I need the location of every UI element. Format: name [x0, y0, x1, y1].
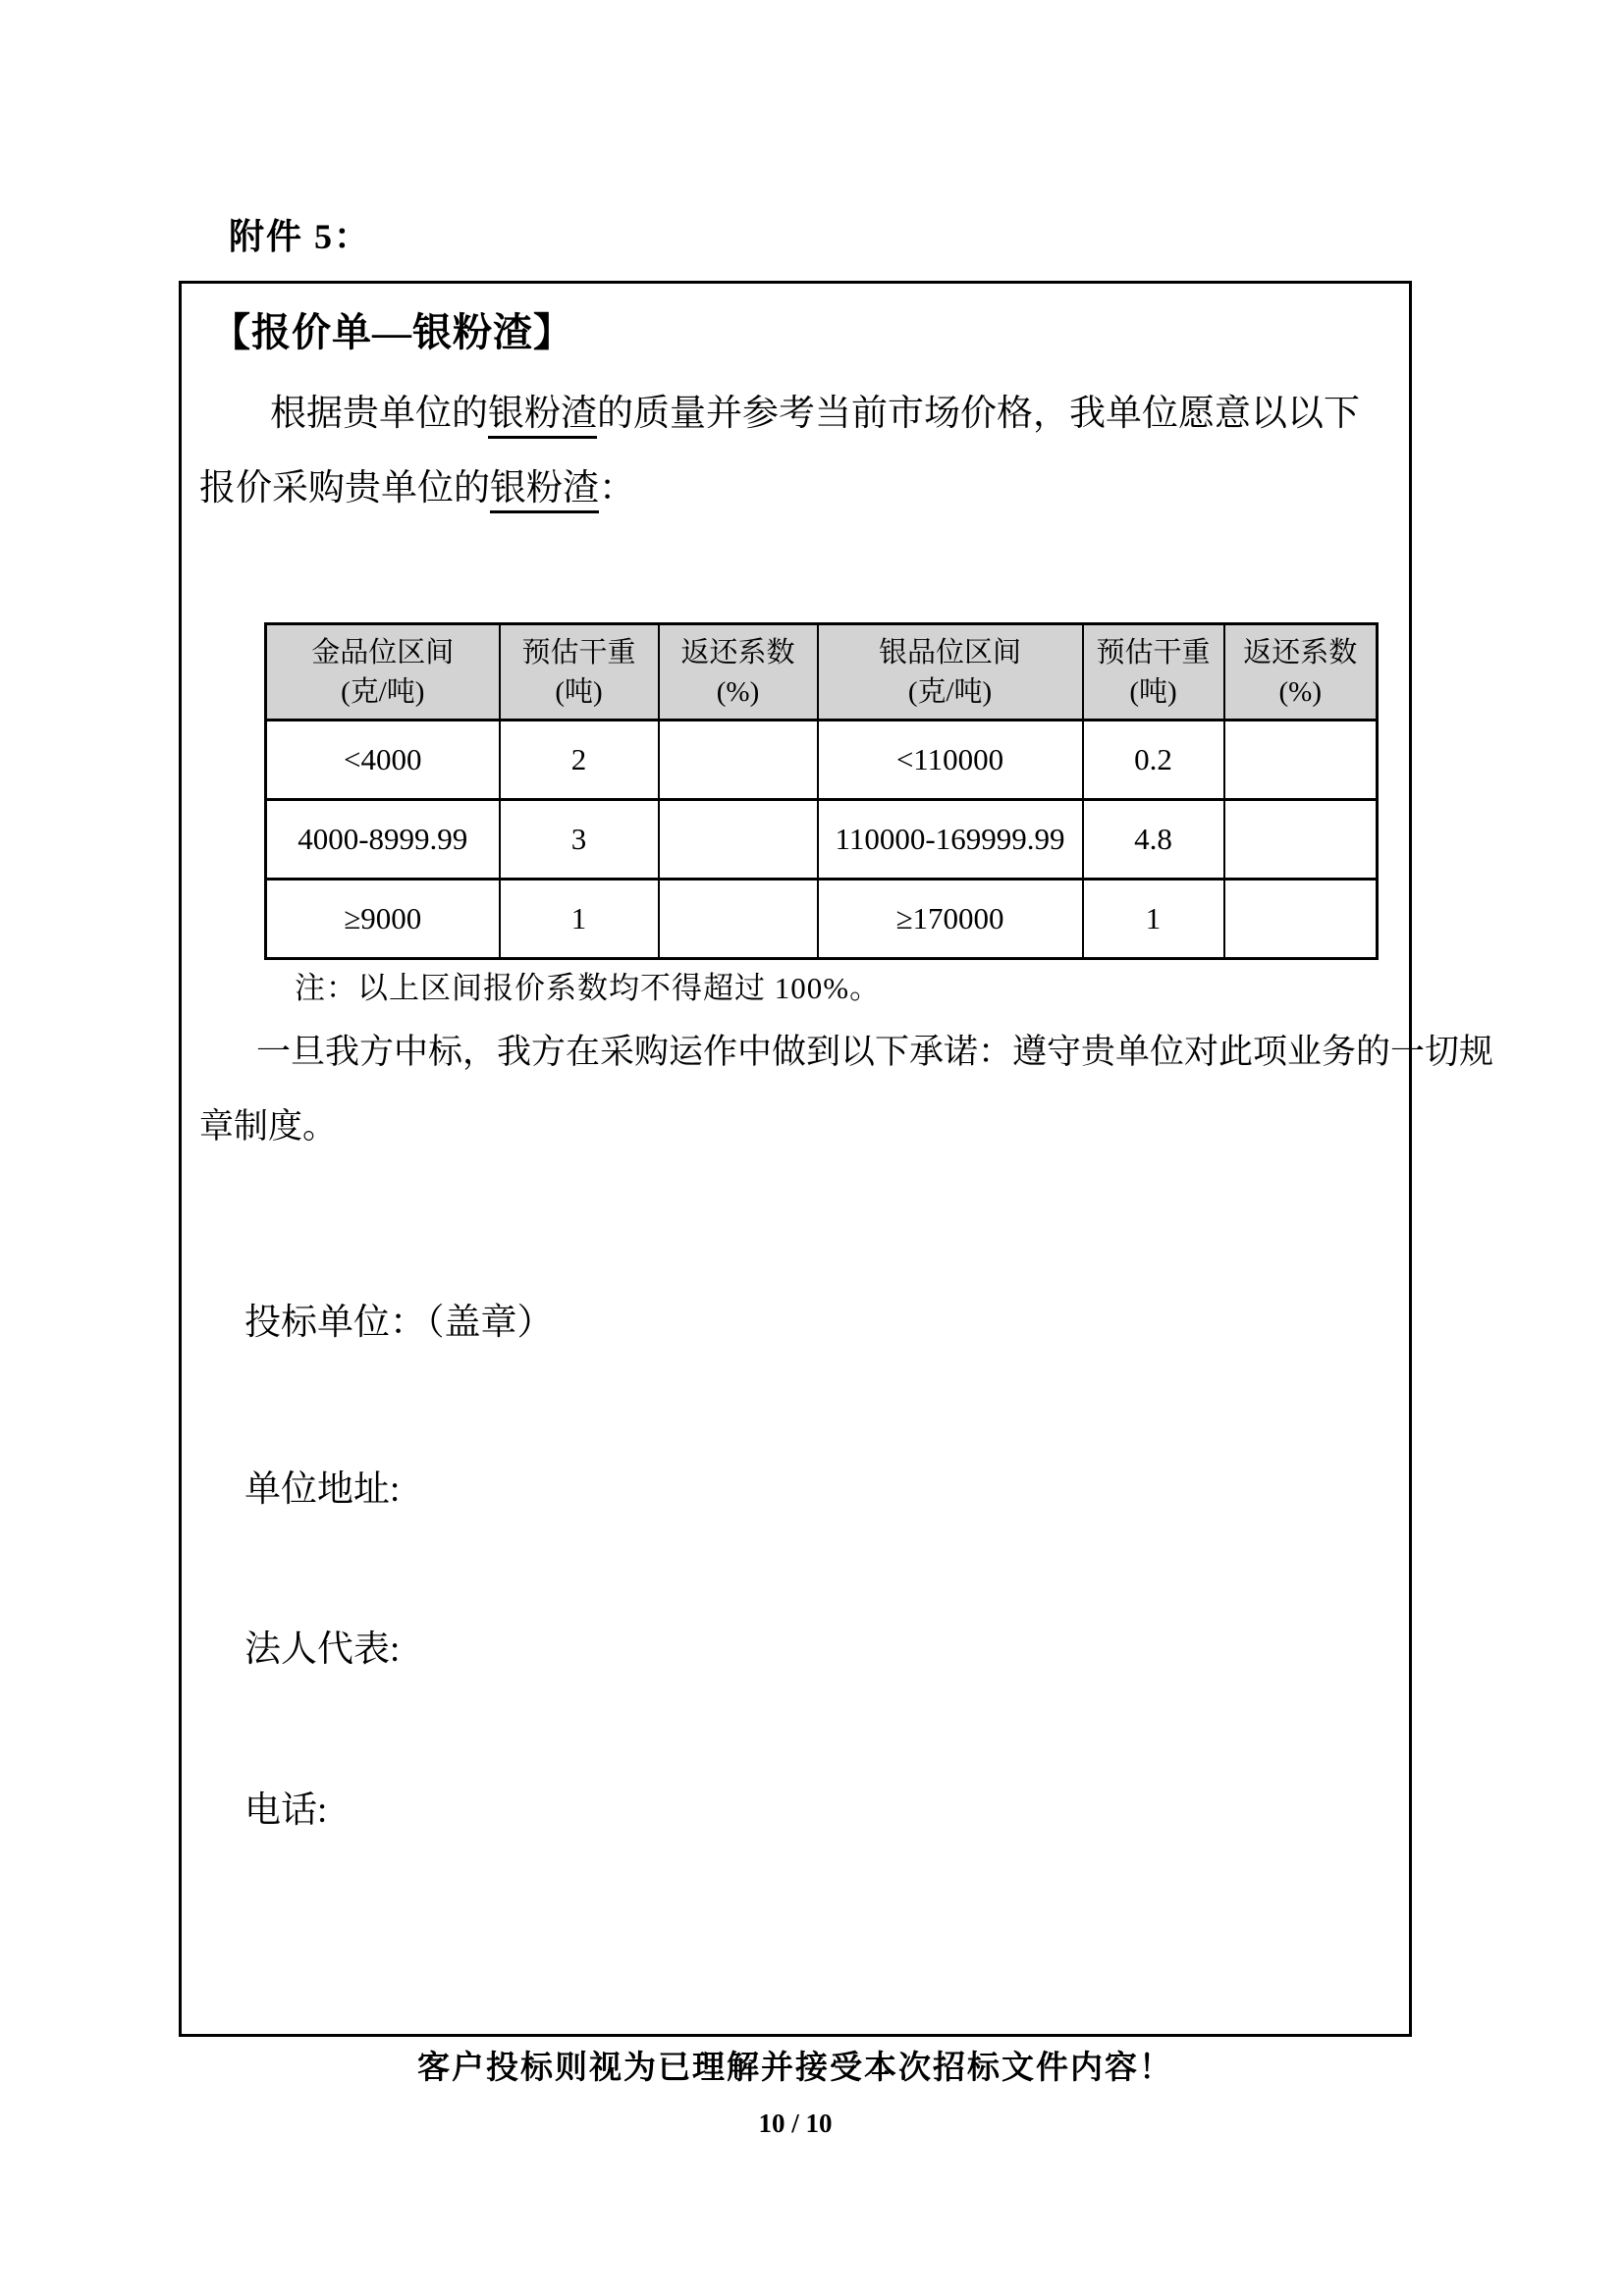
- cell-silver-coeff-blank: [1224, 721, 1378, 800]
- cell-silver-range: ≥170000: [818, 880, 1083, 959]
- header-gold-grade-range: [266, 624, 500, 721]
- commitment-line-2: 章制度。: [199, 1107, 338, 1146]
- cell-silver-weight: 1: [1083, 880, 1224, 959]
- quotation-box: [179, 281, 1494, 2037]
- cell-silver-coeff-blank: [1224, 880, 1378, 959]
- field-unit-address: 单位地址:: [244, 1469, 401, 1510]
- header-silver-grade-range: [818, 624, 1083, 721]
- cell-gold-range: <4000: [266, 721, 500, 800]
- header-text: 银品位区间: [878, 636, 1021, 668]
- attachment-label: 附件 5：: [229, 217, 372, 256]
- header-unit: (吨): [1129, 675, 1177, 708]
- table-row: [266, 880, 1378, 959]
- header-return-coeff-2: [1224, 624, 1378, 721]
- intro-line2-post: ：: [599, 468, 635, 508]
- intro-line1-post: 的质量并参考当前市场价格，我单位愿意以以下: [597, 394, 1360, 434]
- cell-gold-range: ≥9000: [266, 880, 500, 959]
- cell-silver-coeff-blank: [1224, 800, 1378, 880]
- quotation-table: [264, 622, 1379, 960]
- table-row: [266, 721, 1378, 800]
- header-est-dry-weight-2: [1083, 624, 1224, 721]
- commitment-line-1: 一旦我方中标，我方在采购运作中做到以下承诺：遵守贵单位对此项业务的一切规: [256, 1033, 1494, 1071]
- intro-line1-underlined-term: 银粉渣: [488, 394, 597, 439]
- field-legal-representative: 法人代表:: [244, 1629, 401, 1670]
- header-text: 预估干重: [1096, 636, 1211, 668]
- footer-note: 客户投标则视为已理解并接受本次招标文件内容！: [417, 2051, 1173, 2086]
- cell-silver-range: <110000: [818, 721, 1083, 800]
- intro-line2-pre: 报价采购贵单位的: [199, 468, 490, 508]
- cell-gold-weight: 1: [500, 880, 659, 959]
- cell-silver-weight: 0.2: [1083, 721, 1224, 800]
- cell-gold-coeff-blank: [659, 880, 818, 959]
- header-unit: (克/吨): [341, 675, 425, 708]
- cell-silver-weight: 4.8: [1083, 800, 1224, 880]
- commitment-paragraph: [199, 1015, 1494, 1164]
- header-return-coeff-1: [659, 624, 818, 721]
- quotation-title: 【报价单—银粉渣】: [211, 310, 573, 354]
- cell-silver-range: 110000-169999.99: [818, 800, 1083, 880]
- cell-gold-weight: 2: [500, 721, 659, 800]
- table-note: 注：以上区间报价系数均不得超过 100%。: [295, 971, 882, 1005]
- intro-line-2: [199, 452, 1393, 526]
- header-text: 预估干重: [521, 636, 636, 668]
- header-unit: (%): [716, 675, 760, 708]
- header-est-dry-weight-1: [500, 624, 659, 721]
- cell-gold-weight: 3: [500, 800, 659, 880]
- intro-line1-pre: 根据贵单位的: [270, 394, 488, 434]
- intro-paragraph: [199, 377, 1393, 526]
- cell-gold-range: 4000-8999.99: [266, 800, 500, 880]
- header-text: 返还系数: [680, 636, 795, 668]
- intro-line-1: [199, 377, 1393, 452]
- header-unit: (克/吨): [907, 675, 993, 708]
- field-bidder-unit: 投标单位：（盖章）: [244, 1303, 554, 1343]
- header-text: 金品位区间: [311, 636, 455, 668]
- field-phone: 电话:: [244, 1790, 328, 1831]
- intro-line2-underlined-term: 银粉渣: [490, 468, 599, 513]
- page-number: 10 / 10: [758, 2109, 833, 2138]
- table-header-row: [266, 624, 1378, 721]
- cell-gold-coeff-blank: [659, 800, 818, 880]
- header-text: 返还系数: [1243, 636, 1358, 668]
- table-row: [266, 800, 1378, 880]
- cell-gold-coeff-blank: [659, 721, 818, 800]
- header-unit: (%): [1278, 675, 1322, 708]
- header-unit: (吨): [555, 675, 603, 708]
